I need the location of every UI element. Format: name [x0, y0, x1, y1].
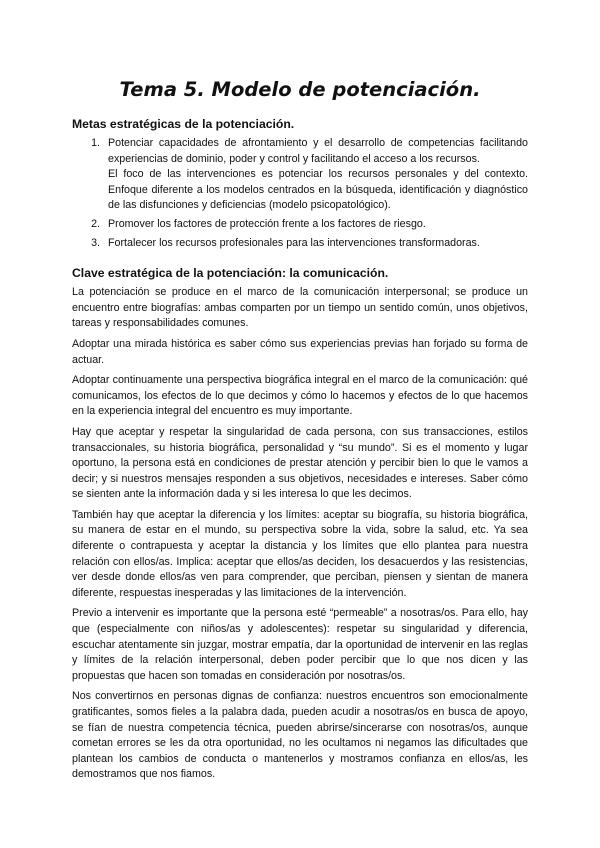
list-item-text — [108, 217, 528, 233]
list-item — [72, 136, 528, 214]
paragraph: También hay que aceptar la diferencia y los límites: aceptar su biografía, su historia biográfica, su manera de estar en el mundo, su perspectiva sobre la vida, sobre la salud, etc. Ya sea diferente o contrapuesta y aceptar la distancia y los límites que ello plantea para nuestra relación con ellos/as. Implica: aceptar que ellos/as deciden, los desacuerdos y las resistencias, ver desde donde ellos/as ven para comprender, que perciban, piensen y sientan de manera diferente, respuestas inesperadas y las limitaciones de la intervención. — [72, 508, 528, 599]
list-item-line: Fortalecer los recursos profesionales para las intervenciones transformadoras. — [108, 236, 480, 249]
goals-list — [72, 136, 528, 251]
list-item-text — [108, 236, 528, 252]
paragraph: Previo a intervenir es importante que la persona esté “permeable” a nosotras/os. Para ello, hay que (especialmente con niños/as y adolescentes): respetar su singularidad y diferencia, escuchar atentamente sin juzgar, mostrar empatía, dar la oportunidad de intervenir en las reglas y límites de la relación interpersonal, deben poder percibir que lo que nos dicen y las propuestas que hacen son tomadas en consideración por nosotras/os. — [72, 607, 528, 682]
section-heading-metas: Metas estratégicas de la potenciación. — [72, 117, 295, 131]
paragraph: Adoptar una mirada histórica es saber cómo sus experiencias previas han forjado su forma de actuar. — [72, 337, 528, 366]
list-item-text — [108, 136, 528, 214]
paragraph: Adoptar continuamente una perspectiva biográfica integral en el marco de la comunicación: qué comunicamos, los efectos de lo que decimos y cómo lo hacemos y efectos de lo que hacemos en la experiencia integral del encuentro es muy importante. — [72, 374, 528, 418]
list-item — [72, 217, 528, 233]
list-number: 3. — [91, 236, 100, 249]
paragraph: Nos convertirnos en personas dignas de confianza: nuestros encuentros son emocionalmente gratificantes, somos fieles a la palabra dada, pueden acudir a nosotras/os en busca de apoyo, se fían de nuestra competencia técnica, pueden abrirse/sincerarse con nosotras/os, aunque cometan errores se les da otra oportunidad, no les ocultamos ni negamos las dificultades que plantean los cambios de conducta o mantenerlos y mostramos confianza en ellos/as, les demostramos que nos fiamos. — [72, 690, 528, 781]
list-number: 2. — [91, 217, 100, 230]
paragraph: La potenciación se produce en el marco de la comunicación interpersonal; se produce un encuentro entre biografías: ambas comparten por un tiempo un sentido común, unos objetivos, tareas y responsabilidades comunes. — [72, 286, 528, 330]
page-title: Tema 5. Modelo de potenciación. — [119, 78, 481, 101]
paragraph: Hay que aceptar y respetar la singularidad de cada persona, con sus transacciones, estilos transaccionales, su historia biográfica, personalidad y “su mundo”. Si es el momento y lugar oportuno, la persona está en condiciones de prestar atención y percibir bien lo que le vamos a decir; y si nuestros mensajes responden a sus objetivos, necesidades e intereses. Saber cómo se sienten ante la información dada y si les interesa lo que les decimos. — [72, 425, 528, 501]
list-item-line: Potenciar capacidades de afrontamiento y el desarrollo de competencias facilitando experiencias de dominio, poder y control y facilitando el acceso a los recursos. — [108, 137, 528, 165]
section-heading-clave: Clave estratégica de la potenciación: la comunicación. — [72, 266, 389, 281]
list-item-line: El foco de las intervenciones es potenciar los recursos personales y del contexto. Enfoque diferente a los modelos centrados en la búsqueda, identificación y diagnóstico de las disfunciones y deficiencias (modelo psicopatológico). — [108, 168, 528, 212]
list-item-line: Promover los factores de protección frente a los factores de riesgo. — [108, 217, 426, 230]
list-item — [72, 236, 528, 252]
list-number: 1. — [91, 137, 100, 149]
document-page — [72, 76, 528, 788]
